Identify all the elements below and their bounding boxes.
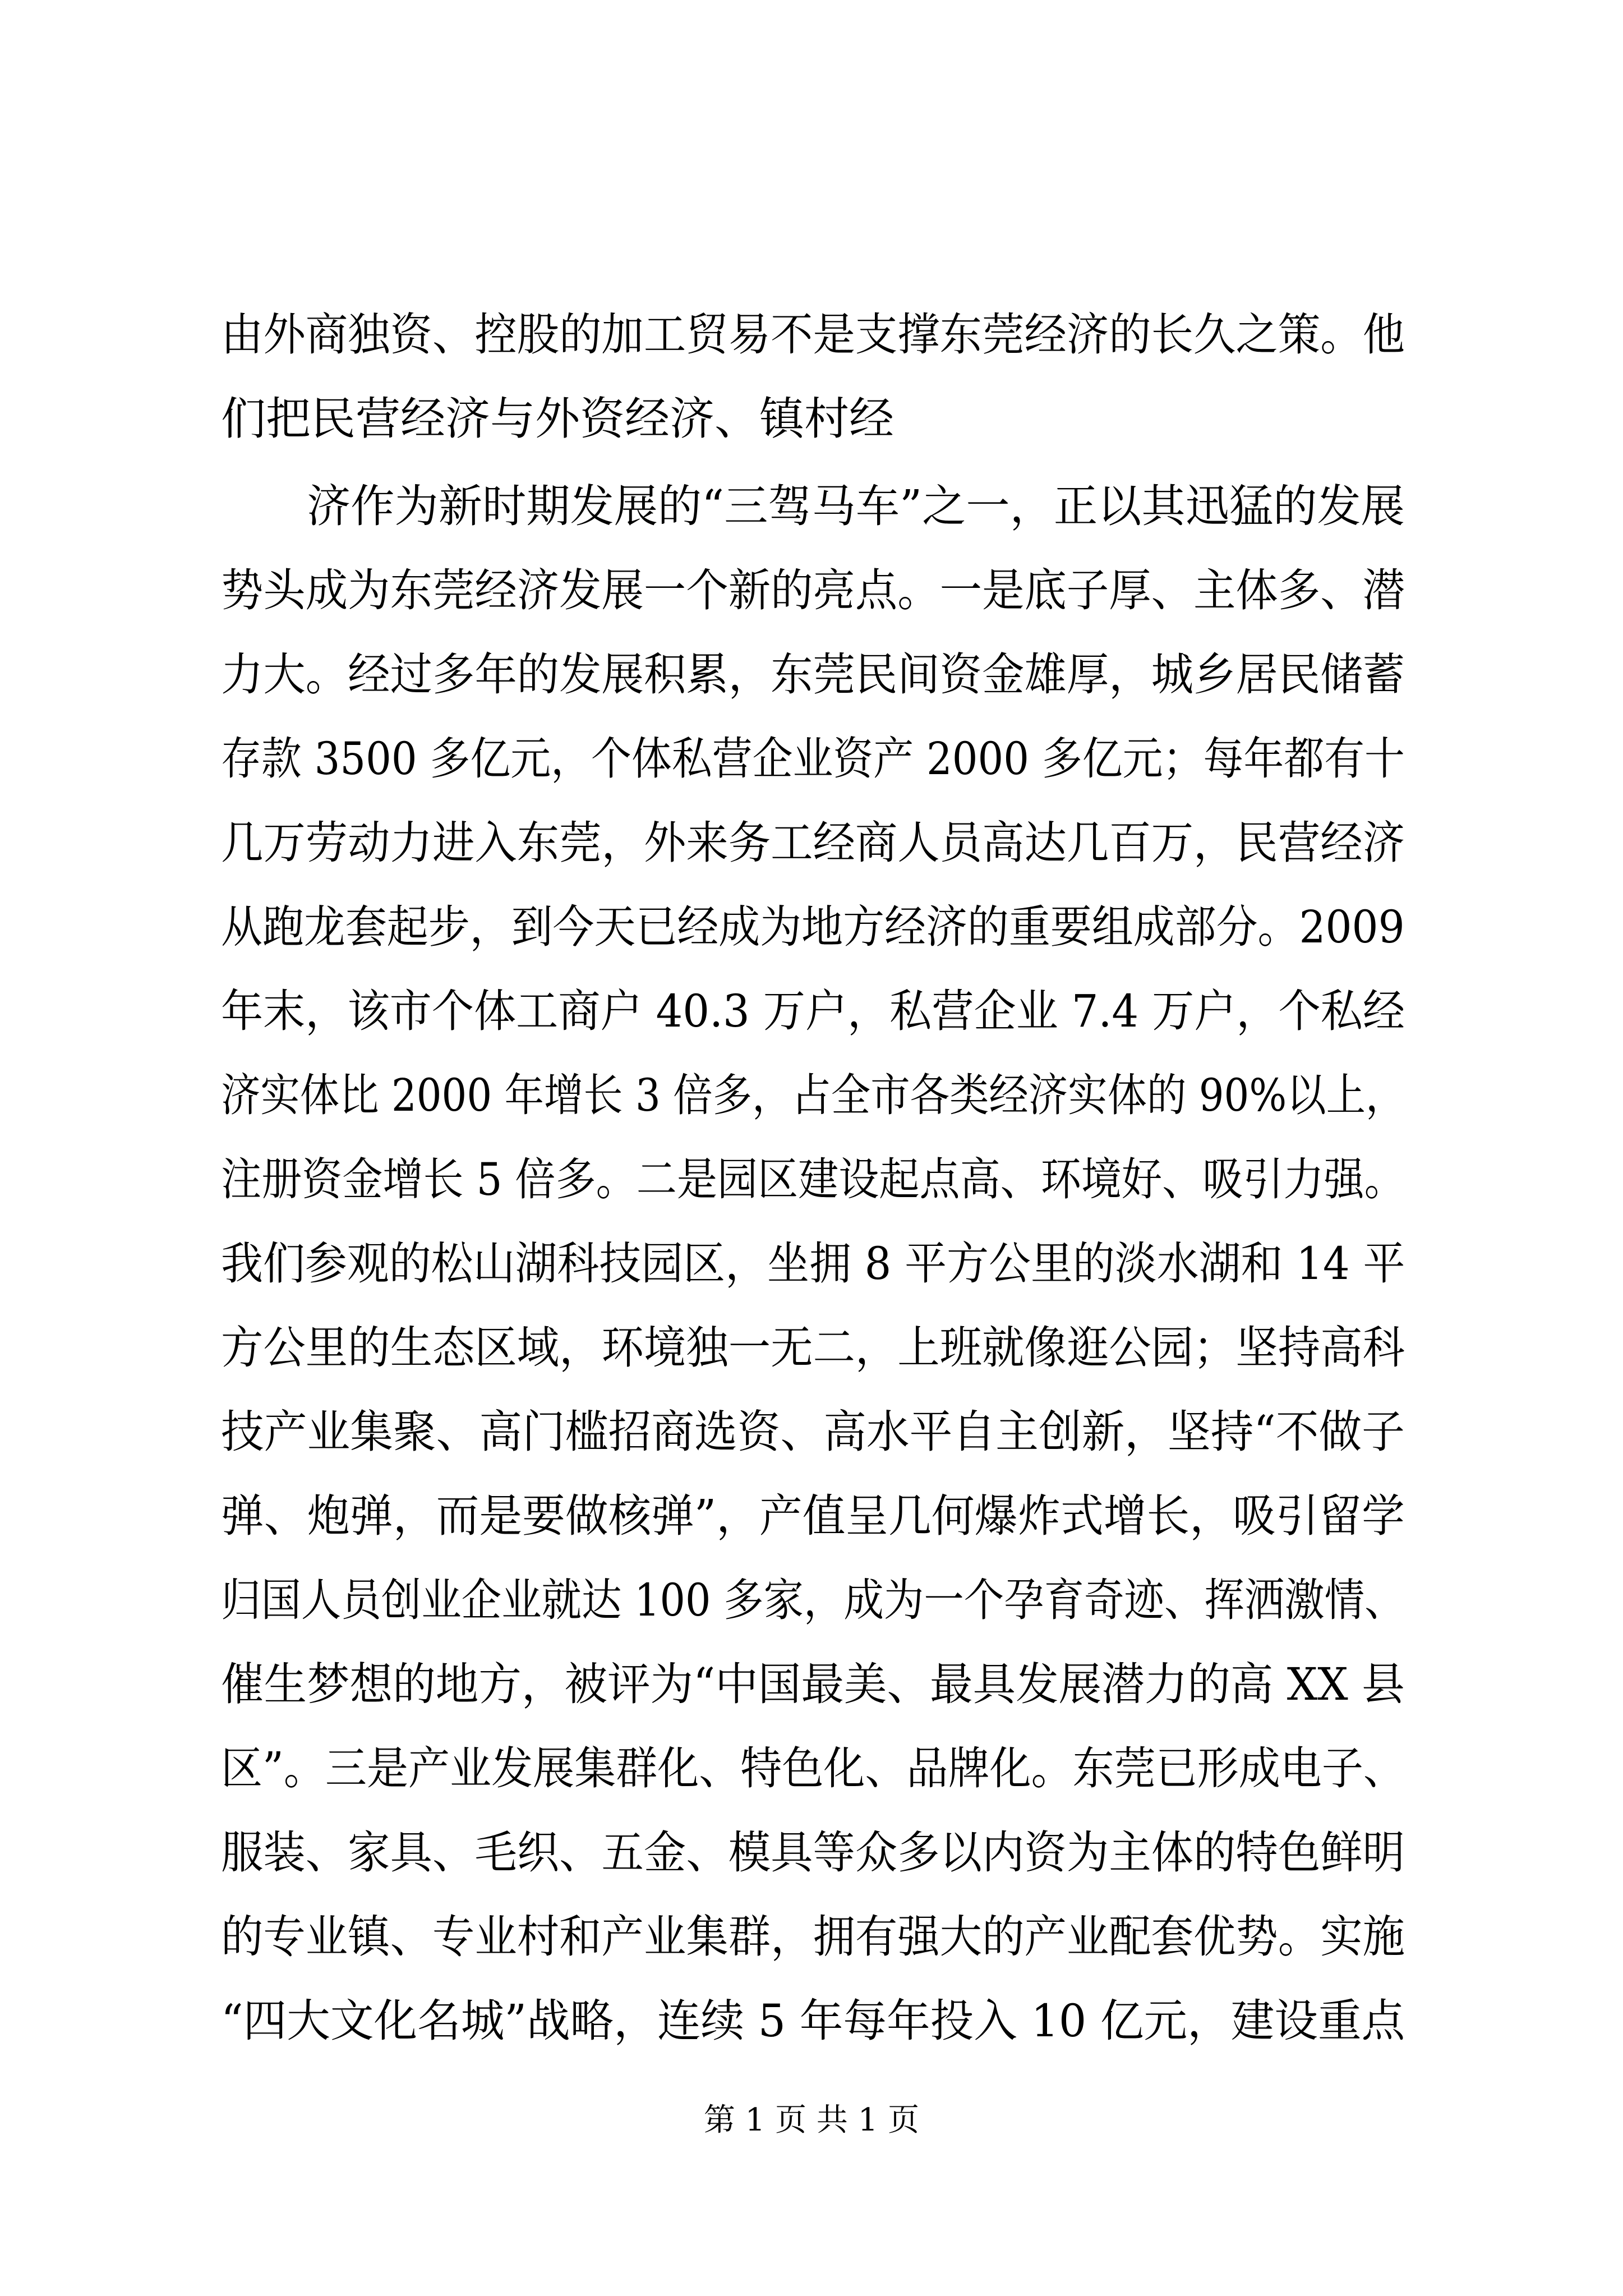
text-line-2: 们把民营经济与外资经济、镇村经 (221, 393, 894, 445)
text-line-21: “四大文化名城”战略，连续 5 年每年投入 10 亿元，建设重点 (221, 1995, 1405, 2047)
text-line-10: 济实体比 2000 年增长 3 倍多，占全市各类经济实体的 90%以上， (221, 1069, 1405, 1121)
text-line-3: 济作为新时期发展的“三驾马车”之一，正以其迅猛的发展 (307, 480, 1405, 532)
text-line-1: 由外商独资、控股的加工贸易不是支撑东莞经济的长久之策。他 (221, 309, 1405, 361)
text-line-6: 存款 3500 多亿元，个体私营企业资产 2000 多亿元；每年都有十 (221, 733, 1405, 785)
text-line-14: 技产业集聚、高门槛招商选资、高水平自主创新，坚持“不做子 (221, 1406, 1405, 1458)
text-line-17: 催生梦想的地方，被评为“中国最美、最具发展潜力的高 XX 县 (221, 1658, 1405, 1710)
text-line-16: 归国人员创业企业就达 100 多家，成为一个孕育奇迹、挥洒激情、 (221, 1574, 1405, 1626)
text-line-19: 服装、家具、毛织、五金、模具等众多以内资为主体的特色鲜明 (221, 1826, 1405, 1879)
text-line-20: 的专业镇、专业村和产业集群，拥有强大的产业配套优势。实施 (221, 1911, 1405, 1963)
text-line-8: 从跑龙套起步，到今天已经成为地方经济的重要组成部分。2009 (221, 901, 1405, 953)
text-line-5: 力大。经过多年的发展积累，东莞民间资金雄厚，城乡居民储蓄 (221, 648, 1405, 701)
text-line-15: 弹、炮弹，而是要做核弹”，产值呈几何爆炸式增长，吸引留学 (221, 1490, 1405, 1542)
text-line-4: 势头成为东莞经济发展一个新的亮点。一是底子厚、主体多、潜 (221, 564, 1405, 616)
text-line-11: 注册资金增长 5 倍多。二是园区建设起点高、环境好、吸引力强。 (221, 1153, 1405, 1205)
page-number-footer: 第 1 页 共 1 页 (703, 2102, 920, 2138)
text-line-13: 方公里的生态区域，环境独一无二，上班就像逛公园；坚持高科 (221, 1322, 1405, 1374)
text-line-18: 区”。三是产业发展集群化、特色化、品牌化。东莞已形成电子、 (221, 1742, 1405, 1795)
text-line-9: 年末，该市个体工商户 40.3 万户，私营企业 7.4 万户，个私经 (221, 985, 1405, 1037)
text-line-12: 我们参观的松山湖科技园区，坐拥 8 平方公里的淡水湖和 14 平 (221, 1237, 1405, 1290)
text-line-7: 几万劳动力进入东莞，外来务工经商人员高达几百万，民营经济 (221, 817, 1405, 869)
